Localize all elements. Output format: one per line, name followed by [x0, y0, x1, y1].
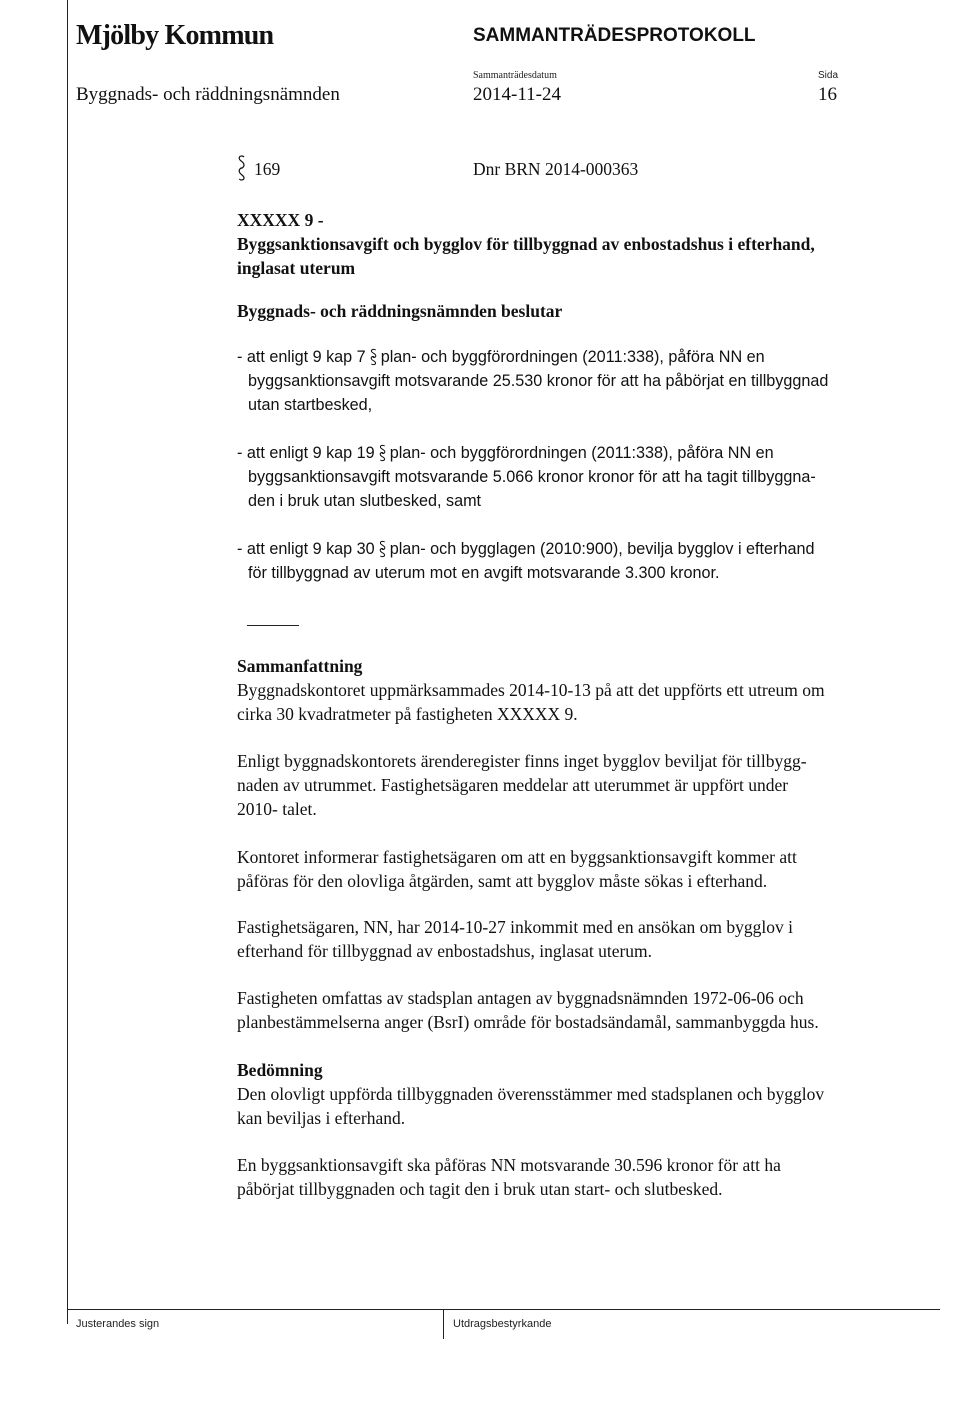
page-label: Sida	[818, 70, 839, 81]
section-sign-icon	[378, 540, 387, 558]
assessment-paragraph-1: Den olovligt uppförda tillbyggnaden överensstämmer med stadsplanen och bygglov kan beviljas i efterhand.	[237, 1084, 825, 1128]
section-sign-icon	[369, 348, 378, 366]
case-title	[237, 208, 937, 280]
footer-separator	[443, 1309, 444, 1339]
extract-certification-label: Utdragsbestyrkande	[453, 1318, 552, 1330]
summary-heading: Sammanfattning	[237, 656, 363, 676]
separator-rule	[247, 625, 299, 626]
title-line-1: Byggsanktionsavgift och bygglov för tillbyggnad av enbostadshus i efterhand,	[237, 234, 815, 254]
decision-item-1: - att enligt 9 kap 7 plan- och byggförordningen (2011:338), påföra NN en byggsanktionsavgift motsvarande 25.530 kronor för att ha påbörjat en tillbyggnad utan startbesked,	[237, 348, 829, 414]
footer-rule	[67, 1309, 940, 1310]
property-line: XXXXX 9 -	[237, 210, 324, 230]
section-sign-icon	[378, 444, 387, 462]
decision-heading: Byggnads- och räddningsnämnden beslutar	[237, 301, 563, 321]
meeting-date: 2014-11-24	[473, 84, 561, 105]
assessment-paragraph-2: En byggsanktionsavgift ska påföras NN motsvarande 30.596 kronor för att ha påbörjat tillbyggnaden och tagit den i bruk utan start- och slutbesked.	[237, 1155, 781, 1199]
section-sign-icon	[237, 154, 246, 182]
page-number: 16	[818, 84, 837, 105]
summary-paragraph-5: Fastigheten omfattas av stadsplan antagen av byggnadsnämnden 1972-06-06 och planbestämmelserna anger (BsrI) område för bostadsändamål, sammanbyggda hus.	[237, 988, 819, 1032]
summary-paragraph-1: Byggnadskontoret uppmärksammades 2014-10-13 på att det uppförts ett utreum om cirka 30 kvadratmeter på fastigheten XXXXX 9.	[237, 680, 825, 724]
case-dnr: Dnr BRN 2014-000363	[473, 159, 639, 179]
case-number: 169	[254, 159, 281, 179]
document-type: SAMMANTRÄDESPROTOKOLL	[473, 25, 756, 46]
assessment-heading: Bedömning	[237, 1060, 323, 1080]
summary-paragraph-4: Fastighetsägaren, NN, har 2014-10-27 inkommit med en ansökan om bygglov i efterhand för tillbyggnad av enbostadshus, inglasat uterum.	[237, 917, 794, 961]
left-margin-line	[67, 0, 68, 1324]
decision-item-3: - att enligt 9 kap 30 plan- och bygglagen (2010:900), bevilja bygglov i efterhand för tillbyggnad av uterum mot en avgift motsvarande 3.300 kronor.	[237, 540, 815, 582]
decision-item-2: - att enligt 9 kap 19 plan- och byggförordningen (2011:338), påföra NN en byggsanktionsavgift motsvarande 5.066 kronor kronor för att ha tagit tillbyggna- den i bruk utan slutbesked, samt	[237, 444, 816, 510]
board-name: Byggnads- och räddningsnämnden	[76, 84, 340, 105]
title-line-2: inglasat uterum	[237, 258, 356, 278]
summary-paragraph-3: Kontoret informerar fastighetsägaren om att en byggsanktionsavgift kommer att påföras för den olovliga åtgärden, samt att bygglov måste sökas i efterhand.	[237, 847, 797, 891]
summary-paragraph-2: Enligt byggnadskontorets ärenderegister finns inget bygglov beviljat för tillbygg- naden av utrummet. Fastighetsägaren meddelar att uterummet är uppfört under 2010- talet.	[237, 751, 807, 819]
organization-name: Mjölby Kommun	[76, 20, 274, 51]
signature-label: Justerandes sign	[76, 1318, 160, 1330]
date-label: Sammanträdesdatum	[473, 70, 557, 81]
